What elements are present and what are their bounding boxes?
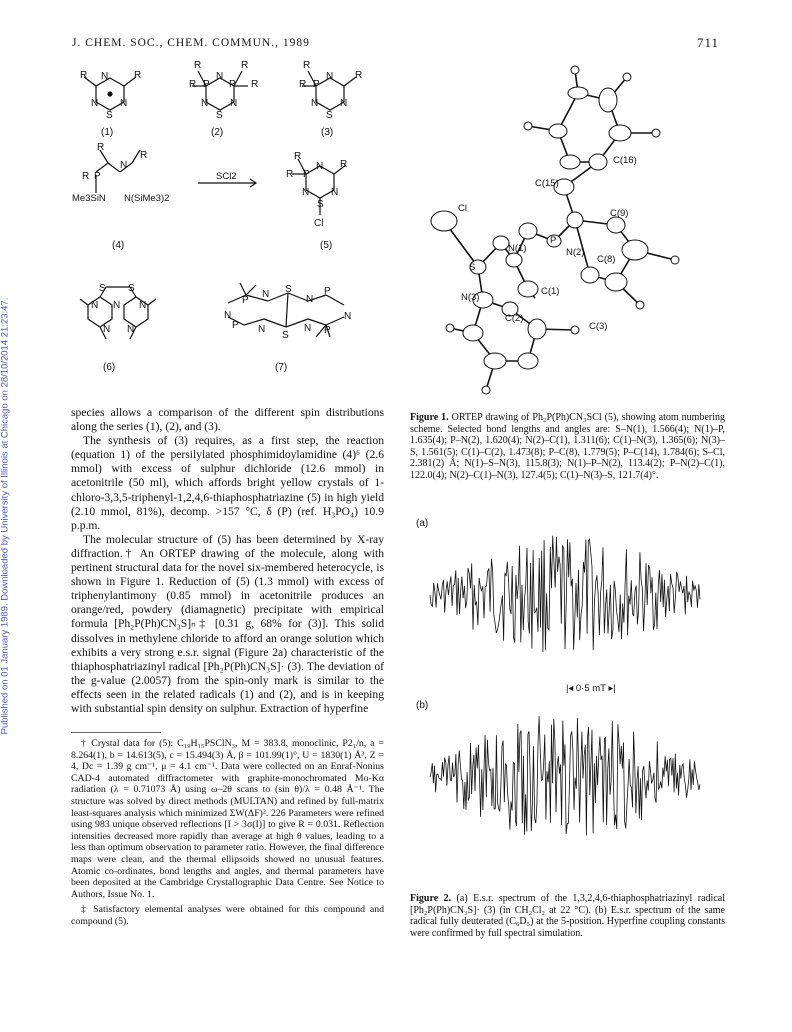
esr-spectrum-b bbox=[430, 707, 710, 847]
atom-p: P bbox=[313, 79, 320, 90]
atom-p: P bbox=[324, 286, 331, 297]
atom-n: N bbox=[224, 310, 232, 321]
footnote-crystal-data: † Crystal data for (5): C₁₉H₁₅PSClN₃, M = 383.8, monoclinic, P2₁/n, a = 8.264(1), b = 14.613(5), c = 15.494(3) Å, β = 101.99(1)°, U = 1830(1) Å³, Z = 4, Dc = 1.39 g cm⁻¹, μ = 4.1 cm⁻¹. Data were collected on an Enraf-Nonius CAD-4 automated diffractometer with graphite-monochromated Mo-Kα radiation (λ = 0.71073 Å) using ω–2θ scans to (sin θ)/λ = 0.48 Å⁻¹. The structure was solved by direct methods (MULTAN) and refined by full-matrix least-squares analysis which minimized ΣW(ΔF)². 226 Parameters were refined using 983 unique observed reflections [I > 3σ(I)] to give R = 0.031. Reflection intensities decreased more rapidly than average at high θ values, leading to a less than optimum observation to parameter ratio. However, the final difference maps were clean, and the thermal ellipsoids showed no unusual features. Atomic co-ordinates, bond lengths and angles, and thermal parameters have been deposited at the Cambridge Crystallographic Data Centre. See Notice to Authors, Issue No. 1. bbox=[71, 738, 384, 900]
atom-label-s: S bbox=[469, 262, 476, 273]
atom-n: N bbox=[201, 98, 209, 109]
atom-n: N bbox=[91, 98, 99, 109]
atom-s: S bbox=[128, 283, 135, 294]
atom-r: R bbox=[251, 79, 259, 90]
body-text bbox=[71, 406, 384, 716]
atom-r: R bbox=[97, 142, 105, 153]
atom-s: S bbox=[282, 330, 289, 341]
panel-a-label: (a) bbox=[416, 518, 429, 529]
atom-r: R bbox=[340, 159, 348, 170]
atom-n: N bbox=[216, 71, 224, 82]
atom-s: S bbox=[106, 110, 113, 121]
footnote-analyses: ‡ Satisfactory elemental analyses were obtained for this compound and compound (5). bbox=[71, 904, 384, 927]
atom-r: R bbox=[189, 79, 197, 90]
reagent-scl2: SCl2 bbox=[216, 171, 237, 182]
atom-r: R bbox=[80, 70, 88, 81]
atom-n: N bbox=[103, 324, 111, 335]
atom-label-c15: C(15) bbox=[535, 178, 559, 189]
figure1-caption bbox=[410, 412, 725, 481]
atom-label-c2: C(2) bbox=[505, 313, 524, 324]
atom-label-n2: N(2) bbox=[566, 247, 585, 258]
esr-trace bbox=[430, 536, 700, 652]
figure2-caption-text: (a) E.s.r. spectrum of the 1,3,2,4,6-thiaphosphatriazinyl radical [Ph₂P(Ph)CN₃S]· (3) (in CH₂Cl₂ at 22 °C). (b) E.s.r. spectrum of the same radical fully deuterated (C₆D₅) at the 5-position. Hyperfine coupling constants were confirmed by full spectral simulation. bbox=[410, 893, 725, 939]
atom-n: N bbox=[306, 294, 314, 305]
atom-r: R bbox=[82, 171, 90, 182]
ortep-drawing bbox=[420, 60, 690, 390]
compound-label-7: (7) bbox=[275, 362, 288, 373]
atom-p: P bbox=[203, 79, 210, 90]
atom-r: R bbox=[241, 60, 249, 71]
atom-n: N bbox=[340, 98, 348, 109]
figure2-caption bbox=[410, 893, 725, 939]
atom-label-cl: Cl bbox=[458, 203, 467, 214]
atom-r: R bbox=[286, 169, 294, 180]
atom-label-c16: C(16) bbox=[613, 155, 637, 166]
atom-n: N bbox=[101, 71, 109, 82]
page-number: 711 bbox=[697, 35, 720, 50]
atom-label-n1: N(1) bbox=[508, 243, 527, 254]
compound-label-5: (5) bbox=[320, 240, 333, 251]
atom-n: N bbox=[258, 324, 266, 335]
footnotes bbox=[71, 738, 384, 932]
footnote-rule bbox=[71, 732, 161, 733]
atom-n: N bbox=[304, 323, 312, 334]
compound-label-1: (1) bbox=[101, 127, 114, 138]
paragraph: The molecular structure of (5) has been determined by X-ray diffraction.† An ORTEP drawing of the molecule, along with pertinent structural data for the novel six-membered heterocycle, is shown in Figure 1. Reduction of (5) (1.3 mmol) with excess of triphenylantimony (0.85 mmol) in acetonitrile produces an orange/red, powdery (diamagnetic) precipitate with empirical formula [Ph₂P(Ph)CN₃S]ₙ‡ [0.31 g, 68% for (3)]. This solid dissolves in methylene chloride to afford an orange solution which exhibits a very strong e.s.r. signal (Figure 2a) characteristic of the thiaphosphatriazinyl radical [Ph₂P(Ph)CN₃S]· (3). The deviation of the g-value (2.0057) from the spin-only mark is similar to the effects seen in the related radicals (1) and (2), and is in keeping with substantial spin density on sulphur. Extraction of hyperfine bbox=[71, 532, 384, 715]
atom-n: N bbox=[331, 187, 339, 198]
atom-s: S bbox=[285, 284, 292, 295]
atom-p: P bbox=[229, 79, 236, 90]
atom-n: N bbox=[302, 187, 310, 198]
atom-cl: Cl bbox=[314, 218, 324, 229]
atom-n: N bbox=[120, 98, 128, 109]
atom-s: S bbox=[317, 199, 324, 210]
paragraph: species allows a comparison of the different spin distributions along the series (1), (2), and (3). bbox=[71, 406, 384, 434]
figure1-caption-text: ORTEP drawing of Ph₂P(Ph)CN₃SCl (5), showing atom numbering scheme. Selected bond lengths and angles are: S–N(1), 1.566(4); N(1)–P, 1.635(4); P–N(2), 1.620(4); N(2)–C(1), 1.311(6); C(1)–N(3), 1.365(6); N(3)–S, 1.561(5); C(1)–C(2), 1.473(8); P–C(8), 1.779(5); P–C(14), 1.784(6); S–Cl, 2.381(2) Å; N(1)–S–N(3), 115.8(3); N(1)–P–N(2), 113.4(2); P–N(2)–C(1), 122.0(4); N(2)–C(1)–N(3), 127.4(5); C(1)–N(3)–S, 121.7(4)°. bbox=[410, 412, 725, 481]
download-sidebar bbox=[0, 0, 16, 1032]
atom-label-n3: N(3) bbox=[461, 292, 480, 303]
atom-n: N bbox=[316, 161, 324, 172]
atom-s: S bbox=[99, 283, 106, 294]
atom-s: S bbox=[216, 110, 223, 121]
download-notice[interactable]: Published on 01 January 1989. Downloaded by University of Illinois at Chicago on 28/10/2014 21:23:47. bbox=[0, 297, 11, 735]
atom-n: N bbox=[120, 160, 128, 171]
atom-label-c8: C(8) bbox=[597, 254, 616, 265]
scale-bar-label: 0·5 mT bbox=[575, 683, 606, 694]
atom-n: N bbox=[113, 300, 121, 311]
atom-r: R bbox=[194, 60, 202, 71]
atom-n: N bbox=[326, 71, 334, 82]
atom-p: P bbox=[303, 169, 310, 180]
compound-label-6: (6) bbox=[103, 362, 116, 373]
atom-label-c3: C(3) bbox=[589, 321, 608, 332]
atom-p: P bbox=[94, 171, 101, 182]
scale-bar: |◂ 0·5 mT ▸| bbox=[566, 683, 616, 694]
atom-n: N bbox=[230, 98, 238, 109]
panel-b-label: (b) bbox=[416, 700, 429, 711]
atom-n: N bbox=[262, 289, 270, 300]
atom-r: R bbox=[299, 79, 307, 90]
atom-p: P bbox=[324, 325, 331, 336]
atom-s: S bbox=[326, 110, 333, 121]
atom-r: R bbox=[140, 150, 148, 161]
figure1-caption-title: Figure 1. bbox=[410, 412, 449, 423]
esr-trace bbox=[430, 716, 700, 836]
atom-r: R bbox=[134, 70, 142, 81]
atom-r: R bbox=[303, 60, 311, 71]
compound-label-3: (3) bbox=[321, 127, 334, 138]
atom-label-c1: C(1) bbox=[541, 286, 560, 297]
atom-n: N bbox=[139, 300, 147, 311]
atom-r: R bbox=[294, 151, 302, 162]
esr-spectrum-a bbox=[430, 525, 710, 665]
compound-label-2: (2) bbox=[211, 127, 224, 138]
figure2-caption-title: Figure 2. bbox=[410, 893, 452, 904]
atom-p: P bbox=[242, 295, 249, 306]
atom-p: P bbox=[232, 320, 239, 331]
atom-me3sin: Me3SiN bbox=[72, 193, 106, 204]
paragraph: The synthesis of (3) requires, as a first step, the reaction (equation 1) of the persilylated phosphimidoylamidine (4)⁶ (2.6 mmol) with excess of sulphur dichloride (12.6 mmol) in acetonitrile (50 ml), which affords bright yellow crystals of 1-chloro-3,3,5-triphenyl-1,2,4,6-thiaphosphatriazine (5) in high yield (2.10 mmol, 81%), decomp. >157 °C, δ (P) (ref. H₃PO₄) 10.9 p.p.m. bbox=[71, 434, 384, 532]
atom-n: N bbox=[344, 311, 352, 322]
atom-label-c9: C(9) bbox=[610, 208, 629, 219]
atom-r: R bbox=[355, 70, 363, 81]
atom-nsime32: N(SiMe3)2 bbox=[124, 193, 170, 204]
journal-header: J. CHEM. SOC., CHEM. COMMUN., 1989 bbox=[72, 37, 310, 49]
atom-n: N bbox=[91, 300, 99, 311]
compound-label-4: (4) bbox=[112, 240, 125, 251]
atom-n: N bbox=[311, 98, 319, 109]
atom-label-p: P bbox=[550, 235, 557, 246]
atom-n: N bbox=[127, 324, 135, 335]
